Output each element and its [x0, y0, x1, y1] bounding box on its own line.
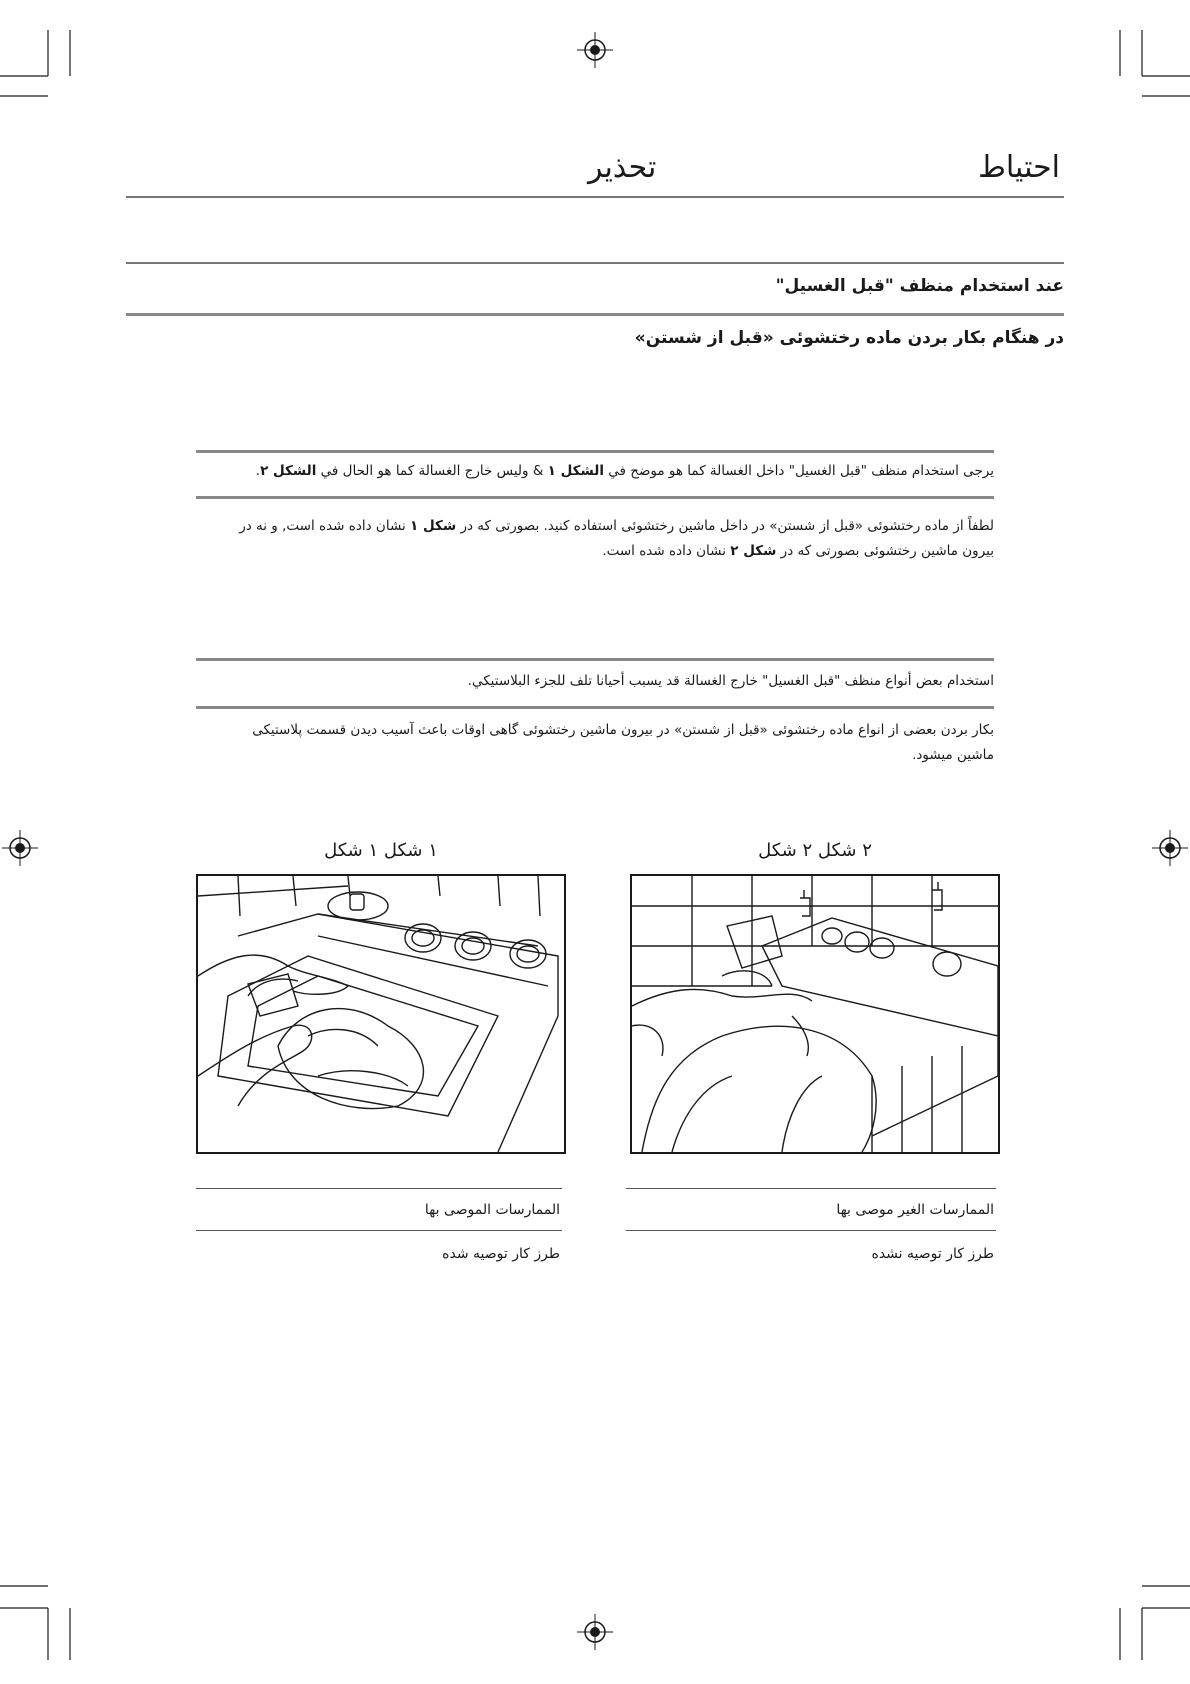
para1-persian-text-c: بیرون ماشین رختشوئی بصورتی که در	[776, 543, 994, 559]
washing-machine-inside-drawing	[198, 876, 564, 1152]
figure2-illustration	[630, 874, 1000, 1154]
figure1-illustration	[196, 874, 566, 1154]
para1-arabic-fig1: الشكل ١	[547, 463, 604, 479]
para1-arabic-fig2: الشكل ٢	[260, 463, 317, 479]
page-title-left: تحذير	[588, 150, 657, 185]
figure2-caption-arabic: الممارسات الغير موصى بها	[836, 1202, 994, 1218]
para1-persian-text-b: نشان داده شده است, و نه در	[239, 518, 411, 534]
para1-persian-text-a: لطفاً از ماده رختشوئی «قبل از شستن» در داخل ماشین رختشوئی استفاده کنید. بصورتی که در	[456, 518, 994, 534]
figure2-label: ٢ شكل ٢ شکل	[758, 840, 872, 861]
registration-target-left	[2, 830, 38, 866]
caption1-rule-mid	[196, 1230, 562, 1231]
registration-target-right	[1152, 830, 1188, 866]
para2-rule-mid	[196, 706, 994, 709]
figure1-caption-arabic: الممارسات الموصى بها	[424, 1202, 560, 1218]
section-rule-top	[126, 262, 1064, 264]
para2-rule-top	[196, 658, 994, 661]
para1-arabic-text-b: & وليس خارج الغسالة كما هو الحال في	[316, 463, 548, 479]
washing-machine-outside-drawing	[632, 876, 998, 1152]
registration-target-bottom	[577, 1614, 613, 1650]
figure1-label: ١ شكل ١ شکل	[324, 840, 438, 861]
para1-rule-top	[196, 450, 994, 453]
section-heading-persian: در هنگام بکار بردن ماده رختشوئی «قبل از شستن»	[634, 328, 1064, 348]
para2-persian-line1: بکار بردن بعضی از انواع ماده رختشوئی «قبل از شستن» در بیرون ماشین رختشوئی گاهی اوقات باعث آسیب دیدن قسمت پلاستیکی	[252, 722, 994, 738]
caption1-rule-top	[196, 1188, 562, 1189]
para1-arabic	[194, 458, 994, 484]
caption2-rule-mid	[626, 1230, 996, 1231]
figure1-caption-persian: طرز کار توصیه شده	[442, 1246, 560, 1262]
para1-arabic-text-a: يرجى استخدام منظف "قبل الغسيل" داخل الغسالة كما هو موضح في	[603, 463, 994, 479]
para1-persian-fig2: شکل ۲	[730, 543, 777, 559]
header-rule	[126, 196, 1064, 198]
para1-persian-line1	[194, 513, 994, 539]
registration-target-top	[577, 32, 613, 68]
para2-arabic: استخدام بعض أنواع منظف "قبل الغسيل" خارج الغسالة قد يسبب أحيانا تلف للجزء البلاستيكي.	[467, 673, 994, 689]
section-heading-arabic: عند استخدام منظف "قبل الغسيل"	[775, 276, 1064, 296]
para2-persian-line2: ماشین میشود.	[912, 747, 994, 763]
caption2-rule-top	[626, 1188, 996, 1189]
figure2-caption-persian: طرز کار توصیه نشده	[871, 1246, 994, 1262]
para1-persian-fig1: شکل ۱	[410, 518, 457, 534]
para1-persian-line2	[194, 538, 994, 564]
section-rule-bottom	[126, 313, 1064, 316]
para1-rule-mid	[196, 496, 994, 499]
page-title-right: احتياط	[978, 150, 1060, 185]
para1-arabic-text-c: .	[255, 463, 261, 479]
para1-persian-text-d: نشان داده شده است.	[602, 543, 731, 559]
